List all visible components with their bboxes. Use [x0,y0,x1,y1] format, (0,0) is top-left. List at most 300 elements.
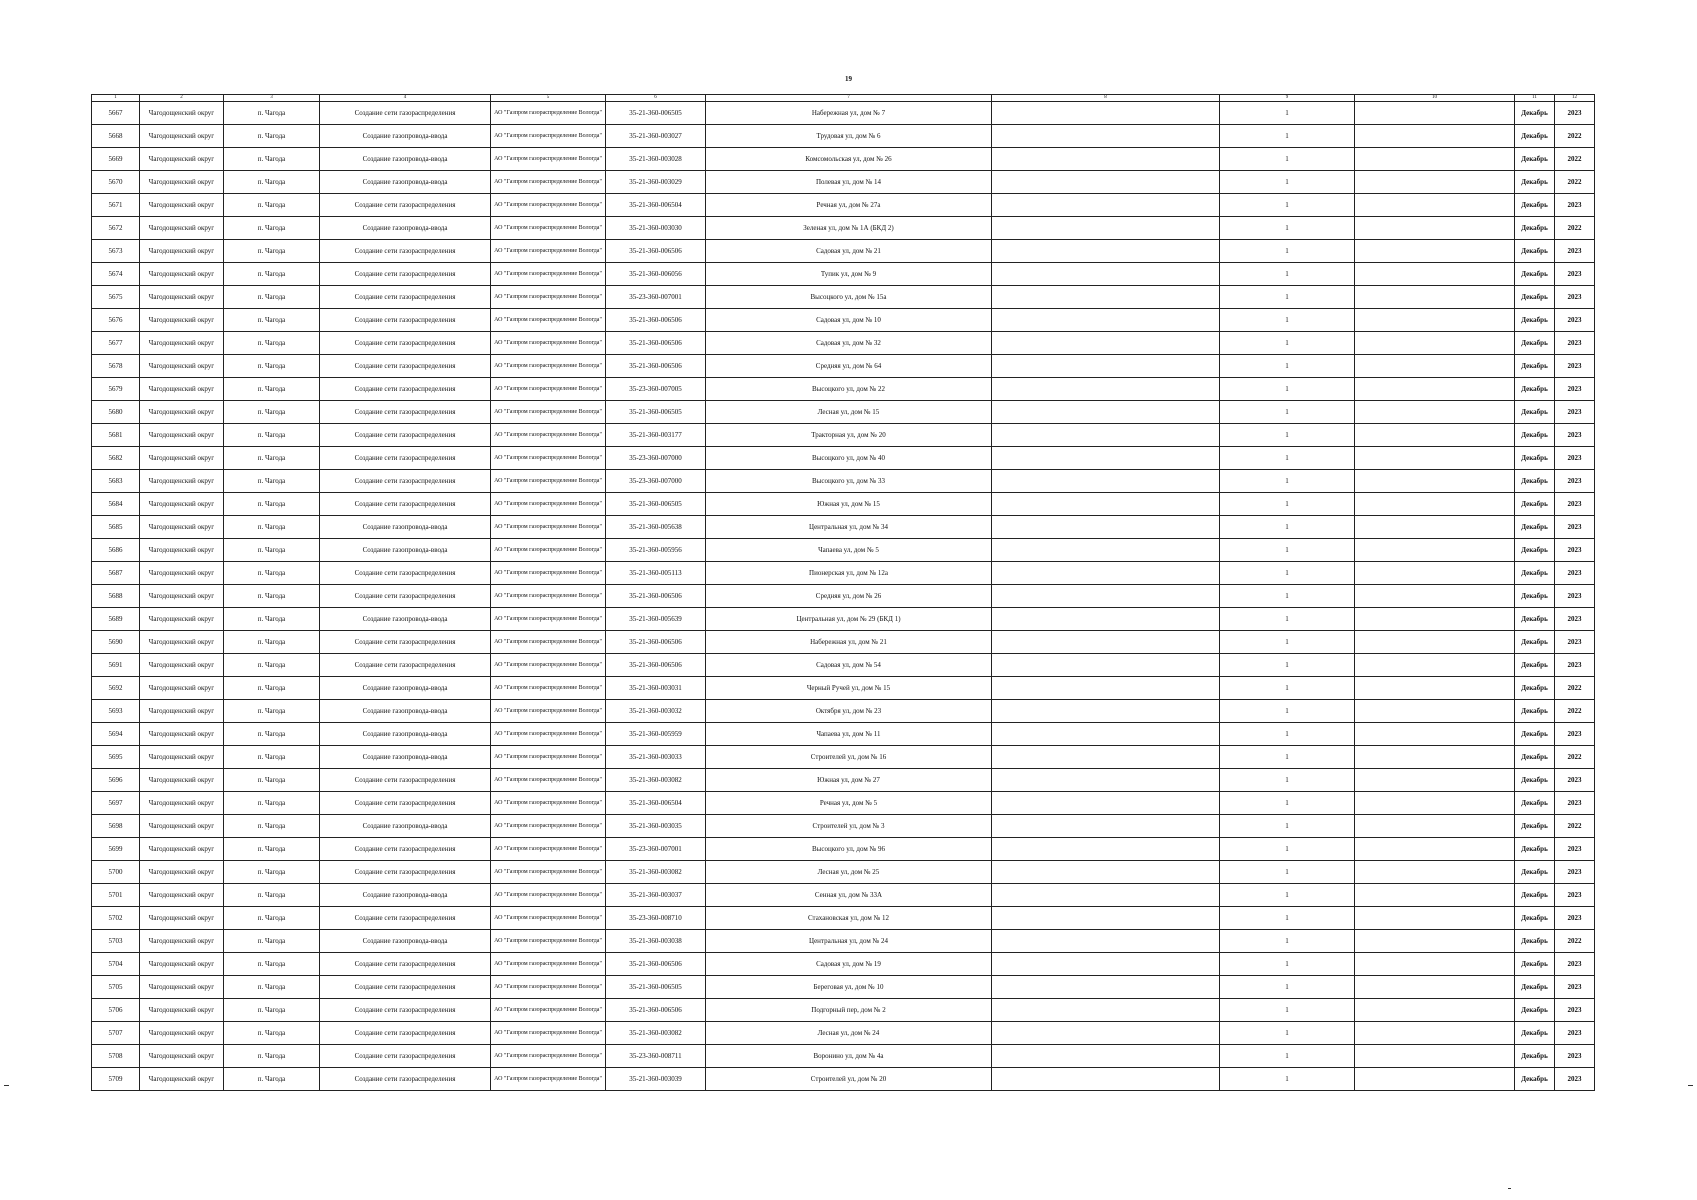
table-row [92,309,1595,332]
cadastral-number: 35-21-360-006506 [606,654,706,677]
cadastral-number: 35-21-360-003027 [606,125,706,148]
organization: АО "Газпром газораспределение Вологда" [491,631,606,654]
table-row [92,585,1595,608]
table-row [92,102,1595,125]
empty-cell [1355,493,1515,516]
year: 2023 [1555,1045,1595,1068]
year: 2023 [1555,907,1595,930]
month: Декабрь [1515,654,1555,677]
address: Набережная ул, дом № 7 [706,102,992,125]
year: 2023 [1555,470,1595,493]
year: 2023 [1555,562,1595,585]
month: Декабрь [1515,424,1555,447]
settlement: п. Чагода [224,194,320,217]
month: Декабрь [1515,562,1555,585]
organization: АО "Газпром газораспределение Вологда" [491,516,606,539]
empty-cell [992,171,1220,194]
count: 1 [1220,217,1355,240]
empty-cell [1355,930,1515,953]
column-number: 8 [992,95,1220,102]
year: 2023 [1555,976,1595,999]
address: Южная ул, дом № 27 [706,769,992,792]
row-number: 5679 [92,378,140,401]
empty-cell [992,976,1220,999]
work-type: Создание сети газораспределения [320,378,491,401]
address: Речная ул, дом № 27а [706,194,992,217]
empty-cell [992,286,1220,309]
empty-cell [992,907,1220,930]
column-number: 1 [92,95,140,102]
row-number: 5694 [92,723,140,746]
empty-cell [992,355,1220,378]
empty-cell [1355,815,1515,838]
empty-cell [1355,516,1515,539]
table-row [92,263,1595,286]
month: Декабрь [1515,447,1555,470]
table-row [92,240,1595,263]
address: Строителей ул, дом № 20 [706,1068,992,1091]
empty-cell [1355,1022,1515,1045]
month: Декабрь [1515,608,1555,631]
year: 2023 [1555,424,1595,447]
organization: АО "Газпром газораспределение Вологда" [491,677,606,700]
empty-cell [992,585,1220,608]
year: 2022 [1555,171,1595,194]
empty-cell [1355,309,1515,332]
row-number: 5672 [92,217,140,240]
cadastral-number: 35-23-360-007000 [606,447,706,470]
organization: АО "Газпром газораспределение Вологда" [491,976,606,999]
address: Трудовая ул, дом № 6 [706,125,992,148]
empty-cell [992,930,1220,953]
organization: АО "Газпром газораспределение Вологда" [491,654,606,677]
district: Чагодощенский округ [140,125,224,148]
address: Лесная ул, дом № 15 [706,401,992,424]
count: 1 [1220,654,1355,677]
settlement: п. Чагода [224,516,320,539]
year: 2023 [1555,194,1595,217]
row-number: 5688 [92,585,140,608]
month: Декабрь [1515,355,1555,378]
work-type: Создание газопровода-ввода [320,539,491,562]
district: Чагодощенский округ [140,815,224,838]
count: 1 [1220,884,1355,907]
settlement: п. Чагода [224,355,320,378]
organization: АО "Газпром газораспределение Вологда" [491,171,606,194]
empty-cell [1355,447,1515,470]
organization: АО "Газпром газораспределение Вологда" [491,217,606,240]
empty-cell [992,723,1220,746]
district: Чагодощенский округ [140,401,224,424]
district: Чагодощенский округ [140,562,224,585]
table-row [92,401,1595,424]
count: 1 [1220,608,1355,631]
cadastral-number: 35-23-360-007005 [606,378,706,401]
work-type: Создание сети газораспределения [320,263,491,286]
count: 1 [1220,746,1355,769]
row-number: 5680 [92,401,140,424]
month: Декабрь [1515,539,1555,562]
empty-cell [1355,263,1515,286]
year: 2023 [1555,769,1595,792]
year: 2023 [1555,332,1595,355]
row-number: 5709 [92,1068,140,1091]
district: Чагодощенский округ [140,355,224,378]
row-number: 5677 [92,332,140,355]
cadastral-number: 35-23-360-008710 [606,907,706,930]
work-type: Создание газопровода-ввода [320,516,491,539]
year: 2023 [1555,631,1595,654]
empty-cell [1355,1045,1515,1068]
address: Чапаева ул, дом № 11 [706,723,992,746]
year: 2023 [1555,286,1595,309]
empty-cell [992,815,1220,838]
cadastral-number: 35-21-360-006506 [606,355,706,378]
month: Декабрь [1515,217,1555,240]
empty-cell [992,493,1220,516]
month: Декабрь [1515,148,1555,171]
month: Декабрь [1515,792,1555,815]
row-number: 5698 [92,815,140,838]
empty-cell [1355,769,1515,792]
empty-cell [992,263,1220,286]
month: Декабрь [1515,102,1555,125]
count: 1 [1220,815,1355,838]
row-number: 5675 [92,286,140,309]
row-number: 5683 [92,470,140,493]
margin-mark [1508,1188,1511,1189]
row-number: 5701 [92,884,140,907]
settlement: п. Чагода [224,815,320,838]
settlement: п. Чагода [224,792,320,815]
settlement: п. Чагода [224,838,320,861]
work-type: Создание газопровода-ввода [320,884,491,907]
address: Речная ул, дом № 5 [706,792,992,815]
month: Декабрь [1515,746,1555,769]
empty-cell [1355,700,1515,723]
district: Чагодощенский округ [140,861,224,884]
empty-cell [1355,240,1515,263]
empty-cell [992,562,1220,585]
district: Чагодощенский округ [140,631,224,654]
address: Высоцкого ул, дом № 33 [706,470,992,493]
district: Чагодощенский округ [140,1068,224,1091]
district: Чагодощенский округ [140,516,224,539]
work-type: Создание газопровода-ввода [320,677,491,700]
district: Чагодощенский округ [140,884,224,907]
work-type: Создание сети газораспределения [320,585,491,608]
empty-cell [992,470,1220,493]
count: 1 [1220,102,1355,125]
settlement: п. Чагода [224,171,320,194]
year: 2023 [1555,263,1595,286]
work-type: Создание сети газораспределения [320,470,491,493]
column-number: 11 [1515,95,1555,102]
table-row [92,516,1595,539]
settlement: п. Чагода [224,102,320,125]
district: Чагодощенский округ [140,309,224,332]
empty-cell [1355,562,1515,585]
empty-cell [1355,217,1515,240]
cadastral-number: 35-21-360-003082 [606,769,706,792]
count: 1 [1220,171,1355,194]
count: 1 [1220,1045,1355,1068]
empty-cell [1355,976,1515,999]
district: Чагодощенский округ [140,677,224,700]
empty-cell [992,746,1220,769]
address: Стахановская ул, дом № 12 [706,907,992,930]
count: 1 [1220,286,1355,309]
count: 1 [1220,263,1355,286]
settlement: п. Чагода [224,470,320,493]
work-type: Создание газопровода-ввода [320,815,491,838]
district: Чагодощенский округ [140,907,224,930]
year: 2023 [1555,401,1595,424]
row-number: 5686 [92,539,140,562]
work-type: Создание сети газораспределения [320,102,491,125]
month: Декабрь [1515,240,1555,263]
empty-cell [992,516,1220,539]
empty-cell [992,424,1220,447]
district: Чагодощенский округ [140,263,224,286]
cadastral-number: 35-21-360-006506 [606,240,706,263]
cadastral-number: 35-21-360-005639 [606,608,706,631]
count: 1 [1220,769,1355,792]
district: Чагодощенский округ [140,470,224,493]
month: Декабрь [1515,907,1555,930]
count: 1 [1220,999,1355,1022]
cadastral-number: 35-21-360-003177 [606,424,706,447]
row-number: 5708 [92,1045,140,1068]
cadastral-number: 35-21-360-006505 [606,493,706,516]
table-row [92,355,1595,378]
cadastral-number: 35-21-360-003082 [606,861,706,884]
address: Высоцкого ул, дом № 15а [706,286,992,309]
empty-cell [992,792,1220,815]
cadastral-number: 35-21-360-005959 [606,723,706,746]
settlement: п. Чагода [224,884,320,907]
count: 1 [1220,953,1355,976]
row-number: 5684 [92,493,140,516]
district: Чагодощенский округ [140,102,224,125]
organization: АО "Газпром газораспределение Вологда" [491,447,606,470]
work-type: Создание сети газораспределения [320,286,491,309]
empty-cell [1355,838,1515,861]
work-type: Создание сети газораспределения [320,1045,491,1068]
settlement: п. Чагода [224,424,320,447]
month: Декабрь [1515,700,1555,723]
row-number: 5670 [92,171,140,194]
empty-cell [992,217,1220,240]
count: 1 [1220,792,1355,815]
work-type: Создание сети газораспределения [320,194,491,217]
district: Чагодощенский округ [140,700,224,723]
year: 2022 [1555,217,1595,240]
empty-cell [992,378,1220,401]
month: Декабрь [1515,516,1555,539]
year: 2023 [1555,861,1595,884]
cadastral-number: 35-21-360-003033 [606,746,706,769]
settlement: п. Чагода [224,976,320,999]
column-number-row [92,95,1595,102]
empty-cell [1355,585,1515,608]
district: Чагодощенский округ [140,930,224,953]
count: 1 [1220,585,1355,608]
month: Декабрь [1515,631,1555,654]
work-type: Создание сети газораспределения [320,907,491,930]
cadastral-number: 35-21-360-006506 [606,953,706,976]
count: 1 [1220,861,1355,884]
empty-cell [992,1068,1220,1091]
empty-cell [1355,723,1515,746]
organization: АО "Газпром газораспределение Вологда" [491,1068,606,1091]
address: Лесная ул, дом № 24 [706,1022,992,1045]
count: 1 [1220,976,1355,999]
district: Чагодощенский округ [140,332,224,355]
address: Чапаева ул, дом № 5 [706,539,992,562]
work-type: Создание сети газораспределения [320,976,491,999]
cadastral-number: 35-21-360-003029 [606,171,706,194]
row-number: 5689 [92,608,140,631]
count: 1 [1220,907,1355,930]
empty-cell [992,102,1220,125]
count: 1 [1220,1022,1355,1045]
address: Садовая ул, дом № 32 [706,332,992,355]
count: 1 [1220,332,1355,355]
month: Декабрь [1515,125,1555,148]
count: 1 [1220,930,1355,953]
year: 2023 [1555,723,1595,746]
work-type: Создание газопровода-ввода [320,125,491,148]
cadastral-number: 35-21-360-003032 [606,700,706,723]
address: Набережная ул, дом № 21 [706,631,992,654]
work-type: Создание газопровода-ввода [320,608,491,631]
column-number: 3 [224,95,320,102]
address: Строителей ул, дом № 16 [706,746,992,769]
empty-cell [1355,746,1515,769]
table-row [92,217,1595,240]
settlement: п. Чагода [224,562,320,585]
year: 2023 [1555,953,1595,976]
district: Чагодощенский округ [140,539,224,562]
cadastral-number: 35-21-360-003028 [606,148,706,171]
table-row [92,286,1595,309]
settlement: п. Чагода [224,286,320,309]
year: 2023 [1555,447,1595,470]
work-type: Создание газопровода-ввода [320,930,491,953]
year: 2023 [1555,309,1595,332]
organization: АО "Газпром газораспределение Вологда" [491,907,606,930]
year: 2023 [1555,654,1595,677]
address: Сенная ул, дом № 33А [706,884,992,907]
empty-cell [1355,953,1515,976]
empty-cell [992,838,1220,861]
empty-cell [992,240,1220,263]
empty-cell [1355,332,1515,355]
address: Комсомольская ул, дом № 26 [706,148,992,171]
month: Декабрь [1515,286,1555,309]
organization: АО "Газпром газораспределение Вологда" [491,953,606,976]
count: 1 [1220,424,1355,447]
cadastral-number: 35-21-360-003039 [606,1068,706,1091]
cadastral-number: 35-21-360-003082 [606,1022,706,1045]
district: Чагодощенский округ [140,769,224,792]
count: 1 [1220,677,1355,700]
district: Чагодощенский округ [140,838,224,861]
gasification-table [91,94,1595,1091]
empty-cell [1355,125,1515,148]
row-number: 5671 [92,194,140,217]
row-number: 5681 [92,424,140,447]
work-type: Создание сети газораспределения [320,493,491,516]
month: Декабрь [1515,976,1555,999]
count: 1 [1220,493,1355,516]
month: Декабрь [1515,470,1555,493]
month: Декабрь [1515,194,1555,217]
settlement: п. Чагода [224,723,320,746]
count: 1 [1220,631,1355,654]
year: 2023 [1555,999,1595,1022]
district: Чагодощенский округ [140,792,224,815]
table-row [92,194,1595,217]
settlement: п. Чагода [224,401,320,424]
table-row [92,930,1595,953]
organization: АО "Газпром газораспределение Вологда" [491,999,606,1022]
address: Полевая ул, дом № 14 [706,171,992,194]
organization: АО "Газпром газораспределение Вологда" [491,332,606,355]
column-number: 10 [1355,95,1515,102]
work-type: Создание сети газораспределения [320,1068,491,1091]
address: Садовая ул, дом № 21 [706,240,992,263]
cadastral-number: 35-23-360-008711 [606,1045,706,1068]
address: Садовая ул, дом № 10 [706,309,992,332]
month: Декабрь [1515,378,1555,401]
year: 2023 [1555,516,1595,539]
empty-cell [1355,286,1515,309]
cadastral-number: 35-21-360-006504 [606,194,706,217]
table-row [92,148,1595,171]
column-number: 2 [140,95,224,102]
settlement: п. Чагода [224,953,320,976]
organization: АО "Газпром газораспределение Вологда" [491,930,606,953]
cadastral-number: 35-23-360-007000 [606,470,706,493]
table-row [92,470,1595,493]
row-number: 5682 [92,447,140,470]
year: 2023 [1555,838,1595,861]
row-number: 5707 [92,1022,140,1045]
settlement: п. Чагода [224,608,320,631]
organization: АО "Газпром газораспределение Вологда" [491,424,606,447]
year: 2023 [1555,608,1595,631]
year: 2023 [1555,102,1595,125]
empty-cell [1355,171,1515,194]
settlement: п. Чагода [224,148,320,171]
count: 1 [1220,378,1355,401]
work-type: Создание сети газораспределения [320,309,491,332]
empty-cell [1355,102,1515,125]
table-row [92,608,1595,631]
settlement: п. Чагода [224,1045,320,1068]
empty-cell [1355,539,1515,562]
row-number: 5667 [92,102,140,125]
month: Декабрь [1515,953,1555,976]
column-number: 5 [491,95,606,102]
empty-cell [992,447,1220,470]
year: 2023 [1555,539,1595,562]
count: 1 [1220,539,1355,562]
empty-cell [1355,378,1515,401]
margin-mark [1688,1085,1693,1086]
